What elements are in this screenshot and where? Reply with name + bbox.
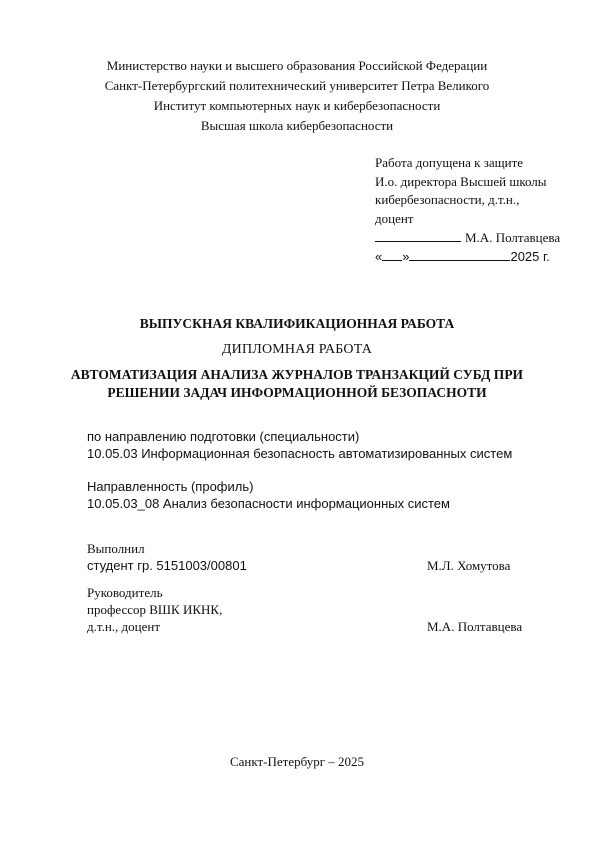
supervisor-name: М.А. Полтавцева <box>427 619 523 634</box>
city-year: Санкт-Петербург – 2025 <box>229 754 365 769</box>
supervisor-row <box>87 618 567 635</box>
approval-line-2: И.о. директора Высшей школы <box>375 173 547 189</box>
school-line: Высшая школа кибербезопасности <box>200 118 394 133</box>
executor-row <box>87 557 567 574</box>
day-blank <box>382 247 402 261</box>
supervisor-position: профессор ВШК ИКНК, <box>87 602 223 617</box>
institute-line: Институт компьютерных наук и кибербезопасности <box>153 98 441 113</box>
ministry-line: Министерство науки и высшего образования Российской Федерации <box>106 58 488 73</box>
direction-label: по направлению подготовки (специальности) <box>87 429 360 444</box>
approval-block <box>375 154 585 265</box>
study-profile <box>87 478 567 512</box>
executor-label: Выполнил <box>87 541 145 556</box>
approval-date-line <box>375 247 585 266</box>
institution-header <box>0 56 594 136</box>
approval-line-3: кибербезопасности, д.т.н., <box>375 192 520 207</box>
approval-line-4: доцент <box>375 210 414 226</box>
direction-value: 10.05.03 Информационная безопасность автоматизированных систем <box>87 446 513 461</box>
executor-block <box>87 540 567 574</box>
profile-value: 10.05.03_08 Анализ безопасности информационных систем <box>87 496 450 511</box>
thesis-topic-line-2: РЕШЕНИИ ЗАДАЧ ИНФОРМАЦИОННОЙ БЕЗОПАСНОТИ <box>107 385 487 400</box>
date-open-quote: « <box>375 248 383 264</box>
executor-name: М.Л. Хомутова <box>427 558 511 573</box>
thesis-topic <box>0 366 594 402</box>
month-blank <box>409 247 510 261</box>
date-year: 2025 г. <box>510 248 550 264</box>
supervisor-label: Руководитель <box>87 585 163 600</box>
supervisor-degree: д.т.н., доцент <box>87 619 161 634</box>
executor-student: студент гр. 5151003/00801 <box>87 558 247 573</box>
document-type: ДИПЛОМНАЯ РАБОТА <box>221 342 373 357</box>
supervisor-block <box>87 584 567 635</box>
signature-name: М.А. Полтавцева <box>465 230 561 245</box>
university-line: Санкт-Петербургский политехнический университет Петра Великого <box>104 78 490 93</box>
document-title: ВЫПУСКНАЯ КВАЛИФИКАЦИОННАЯ РАБОТА <box>139 316 455 331</box>
study-direction <box>87 428 567 462</box>
profile-label: Направленность (профиль) <box>87 479 254 494</box>
approval-line-1: Работа допущена к защите <box>375 155 524 170</box>
date-close-quote: » <box>402 248 410 264</box>
thesis-topic-line-1: АВТОМАТИЗАЦИЯ АНАЛИЗА ЖУРНАЛОВ ТРАНЗАКЦИЙ СУБД ПРИ <box>70 367 524 382</box>
signature-blank <box>375 228 461 242</box>
signature-line <box>375 228 585 247</box>
